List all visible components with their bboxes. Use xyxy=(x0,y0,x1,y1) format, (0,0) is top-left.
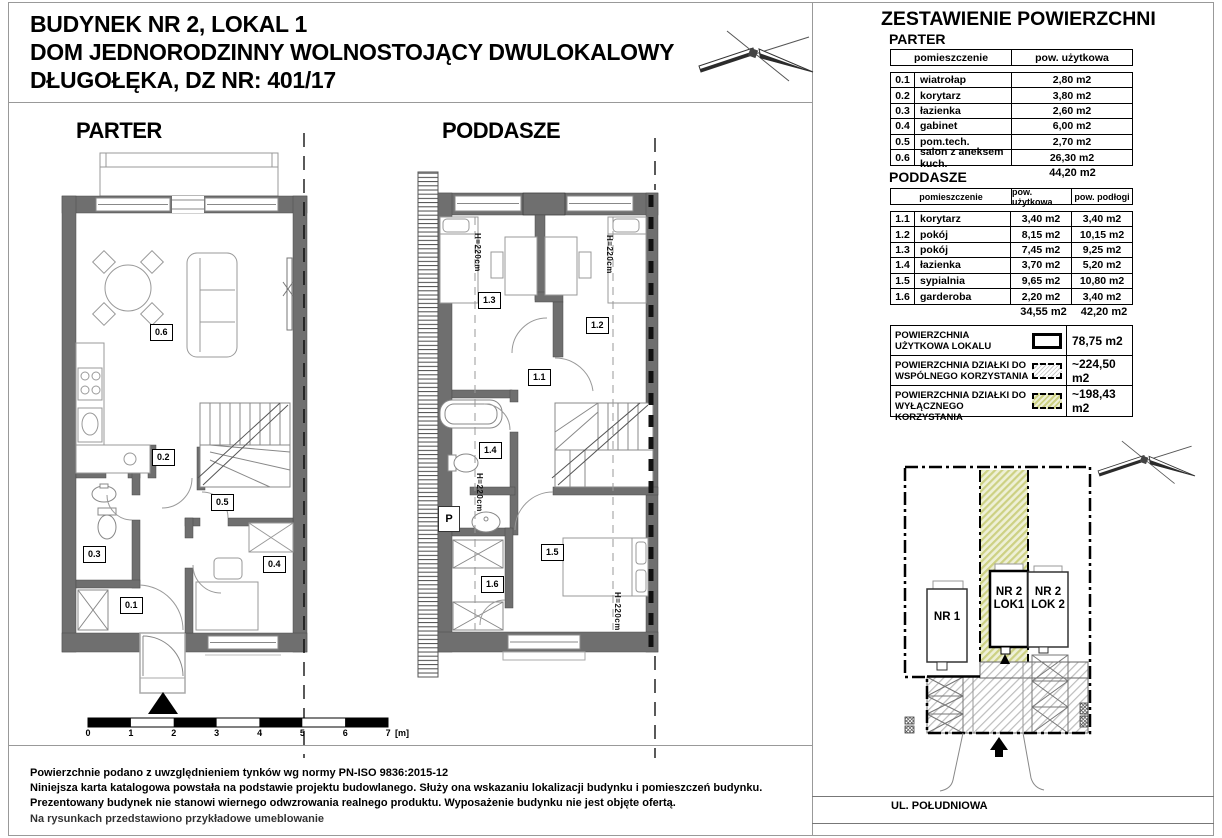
room-floor-area: 3,40 m2 xyxy=(1082,213,1122,226)
room-label-1-1: 1.1 xyxy=(528,369,551,386)
room-no: 0.3 xyxy=(891,104,915,118)
room-name: gabinet xyxy=(915,119,1012,133)
room-area: 26,30 m2 xyxy=(1049,151,1095,164)
scale-tick: 1 xyxy=(128,728,134,738)
scale-bar-ticks xyxy=(84,728,414,742)
title-line-1: BUDYNEK NR 2, LOKAL 1 xyxy=(30,11,307,37)
bathroom-fixtures xyxy=(92,484,116,539)
poddasze-plan-title: PODDASZE xyxy=(442,118,561,143)
room-name: łazienka xyxy=(915,258,1011,272)
column-header-floor: pow. podłogi xyxy=(1074,191,1130,202)
room-no: 1.5 xyxy=(891,274,915,288)
legend-value: 78,75 m2 xyxy=(1066,326,1132,355)
room-area: 7,45 m2 xyxy=(1011,243,1072,257)
exclusive-plot-swatch xyxy=(1032,393,1062,409)
legend-label-line: POWIERZCHNIA xyxy=(895,330,970,341)
column-header-room: pomieszczenie xyxy=(891,50,1012,65)
room-name: garderoba xyxy=(915,289,1011,304)
room-name: korytarz xyxy=(915,212,1011,226)
legend-label-line: WSPÓLNEGO KORZYSTANIA xyxy=(895,371,1029,382)
room-no: 0.6 xyxy=(891,150,915,165)
building-label-line: LOK1 xyxy=(993,599,1025,611)
title-block xyxy=(30,10,674,94)
building-label-line: LOK 2 xyxy=(1031,599,1065,611)
room-label-1-3: 1.3 xyxy=(478,292,501,309)
poddasze-total-floor-area: 42,20 m2 xyxy=(1080,306,1128,318)
building-nr1 xyxy=(927,581,967,670)
room-area: 3,40 m2 xyxy=(1011,212,1072,226)
street-label: UL. POŁUDNIOWA xyxy=(891,800,988,812)
room-label-1-2: 1.2 xyxy=(586,317,609,334)
parter-plan-title: PARTER xyxy=(76,118,162,143)
room-name: łazienka xyxy=(915,104,1012,118)
legend-row xyxy=(891,386,1132,423)
table-row xyxy=(891,104,1132,119)
height-note: H=220cm xyxy=(605,235,614,274)
room-name: korytarz xyxy=(915,88,1012,102)
building-nr2-lok1-label xyxy=(990,586,1028,612)
stairs xyxy=(552,403,653,487)
room-name: pokój xyxy=(915,227,1011,241)
double-bed xyxy=(563,538,648,596)
washing-machine-label: P xyxy=(438,506,460,532)
room-area: 6,00 m2 xyxy=(1052,120,1092,133)
room-floor-area: 9,25 m2 xyxy=(1082,243,1122,256)
room-label-0-4: 0.4 xyxy=(263,556,286,573)
room-name: pom.tech. xyxy=(915,135,1012,149)
legend-label-line: UŻYTKOWA LOKALU xyxy=(895,341,992,352)
scale-tick: 5 xyxy=(299,728,305,738)
north-arrow-icon xyxy=(699,31,813,81)
room-label-1-4: 1.4 xyxy=(479,442,502,459)
room-label-0-5: 0.5 xyxy=(211,494,234,511)
room-label-0-3: 0.3 xyxy=(83,546,106,563)
table-body xyxy=(890,211,1133,305)
footer-line: Powierzchnie podano z uwzględnieniem tynków wg normy PN-ISO 9836:2015-12 xyxy=(30,767,449,779)
height-note: H=220cm xyxy=(475,473,484,512)
table-row xyxy=(891,289,1132,304)
title-line-3: DŁUGOŁĘKA, DZ NR: 401/17 xyxy=(30,67,336,93)
footer-line: Prezentowany budynek nie stanowi wiernego odwzrowania realnego produktu. Wyposażenie budynku nie jest objęte ofertą. xyxy=(30,797,676,810)
sofa xyxy=(187,253,237,357)
legend-label xyxy=(891,326,1032,355)
poddasze-total-usable-area: 34,55 m2 xyxy=(1020,306,1067,318)
room-no: 1.4 xyxy=(891,258,915,272)
entrance-porch xyxy=(140,633,185,714)
legend-value: ~198,43 m2 xyxy=(1066,386,1132,416)
column-header-room: pomieszczenie xyxy=(891,189,1012,204)
poddasze-section-heading: PODDASZE xyxy=(889,169,967,185)
footer-line: Niniejsza karta katalogowa powstała na podstawie projektu budowlanego. Służy ona wskazaniu lokalizacji budynku i pomieszczeń budynku. xyxy=(30,782,763,795)
legend-swatch-cell xyxy=(1032,326,1066,355)
room-area: 8,15 m2 xyxy=(1011,227,1072,241)
room-name: pokój xyxy=(915,243,1011,257)
table-row xyxy=(891,119,1132,134)
building-nr1-label: NR 1 xyxy=(933,611,961,623)
street-leader-lines xyxy=(940,733,1044,791)
table-row xyxy=(891,73,1132,88)
parter-area-table xyxy=(890,49,1133,170)
scale-tick: 0 xyxy=(85,728,91,738)
room-label-1-5: 1.5 xyxy=(541,544,564,561)
scale-tick: 4 xyxy=(257,728,263,738)
scale-tick: 6 xyxy=(342,728,348,738)
room-area: 3,80 m2 xyxy=(1052,89,1092,102)
wardrobe xyxy=(78,590,108,630)
legend-label-line: WYŁĄCZNEGO KORZYSTANIA xyxy=(895,401,964,423)
parter-floor-plan xyxy=(62,133,307,758)
room-name: sypialnia xyxy=(915,274,1011,288)
scale-bar xyxy=(88,718,388,727)
roof-eave-hatch xyxy=(418,172,438,677)
height-note: H=220cm xyxy=(613,592,622,631)
room-no: 0.1 xyxy=(891,73,915,87)
room-no: 1.6 xyxy=(891,289,915,304)
legend-value: ~224,50 m2 xyxy=(1066,356,1132,385)
room-no: 1.3 xyxy=(891,243,915,257)
legend-label xyxy=(891,386,1032,423)
room-no: 1.1 xyxy=(891,212,915,226)
room-area: 2,80 m2 xyxy=(1052,74,1092,87)
room-floor-area: 3,40 m2 xyxy=(1082,290,1122,303)
room-floor-area: 5,20 m2 xyxy=(1082,259,1122,272)
legend-label xyxy=(891,356,1032,385)
summary-title: ZESTAWIENIE POWIERZCHNI xyxy=(881,8,1156,30)
north-arrow-icon xyxy=(1098,441,1195,484)
table-row xyxy=(891,274,1132,289)
legend-row xyxy=(891,356,1132,386)
legend-swatch-cell xyxy=(1032,356,1066,385)
height-note: H=220cm xyxy=(473,233,482,272)
scale-unit: [m] xyxy=(395,728,409,738)
parter-total-area: 44,20 m2 xyxy=(1049,167,1096,179)
table-header xyxy=(890,49,1133,66)
table-row xyxy=(891,145,1132,170)
room-floor-area: 10,15 m2 xyxy=(1079,228,1125,241)
legend-swatch-cell xyxy=(1032,386,1066,416)
column-header-area: pow. użytkowa xyxy=(1012,189,1072,204)
legend-label-line: POWIERZCHNIA DZIAŁKI DO xyxy=(895,360,1027,371)
kitchen xyxy=(76,343,150,473)
building-label-line: NR 2 xyxy=(1034,586,1062,598)
scale-tick: 2 xyxy=(171,728,177,738)
room-no: 0.4 xyxy=(891,119,915,133)
room-area: 2,70 m2 xyxy=(1052,135,1092,148)
tv-panel xyxy=(283,258,293,330)
table-body xyxy=(890,72,1133,170)
table-header xyxy=(890,188,1133,205)
column-header-area: pow. użytkowa xyxy=(1035,51,1109,64)
shared-plot-swatch xyxy=(1032,363,1062,379)
room-label-1-6: 1.6 xyxy=(481,576,504,593)
table-row xyxy=(891,212,1132,227)
area-legend xyxy=(890,325,1133,423)
footer-line: Na rysunkach przedstawiono przykładowe umeblowanie xyxy=(30,812,325,825)
room-no: 1.2 xyxy=(891,227,915,241)
site-entrance-arrow xyxy=(990,737,1008,757)
scale-tick: 7 xyxy=(385,728,391,738)
room-name: wiatrołap xyxy=(915,73,1012,87)
terrace xyxy=(100,153,278,196)
title-line-2: DOM JEDNORODZINNY WOLNOSTOJĄCY DWULOKALOWY xyxy=(30,39,675,65)
room-label-0-2: 0.2 xyxy=(152,449,175,466)
table-row xyxy=(891,227,1132,242)
building-nr2-lok2-label xyxy=(1028,586,1068,612)
poddasze-floor-plan xyxy=(418,138,658,758)
usable-area-swatch xyxy=(1032,333,1062,349)
desk-and-wardrobe xyxy=(196,523,293,630)
table-row xyxy=(891,243,1132,258)
parter-section-heading: PARTER xyxy=(889,31,946,47)
room-label-0-6: 0.6 xyxy=(150,324,173,341)
room-area: 3,70 m2 xyxy=(1011,258,1072,272)
dining-table xyxy=(93,251,164,326)
footer-notes xyxy=(30,766,800,827)
room-area: 2,60 m2 xyxy=(1052,104,1092,117)
stairs xyxy=(198,403,290,487)
room-area: 9,65 m2 xyxy=(1011,274,1072,288)
room-name: salon z aneksem kuch. xyxy=(915,150,1012,165)
room-no: 0.2 xyxy=(891,88,915,102)
building-label-line: NR 2 xyxy=(995,586,1023,598)
parking-area xyxy=(905,655,1088,733)
legend-row xyxy=(891,326,1132,356)
room-floor-area: 10,80 m2 xyxy=(1079,274,1125,287)
entrance-marker xyxy=(148,692,178,714)
room-area: 2,20 m2 xyxy=(1011,289,1072,304)
poddasze-area-table xyxy=(890,188,1133,305)
table-row xyxy=(891,258,1132,273)
scale-tick: 3 xyxy=(214,728,220,738)
room-label-0-1: 0.1 xyxy=(120,597,143,614)
table-row xyxy=(891,88,1132,103)
legend-label-line: POWIERZCHNIA DZIAŁKI DO xyxy=(895,390,1027,401)
room-no: 0.5 xyxy=(891,135,915,149)
